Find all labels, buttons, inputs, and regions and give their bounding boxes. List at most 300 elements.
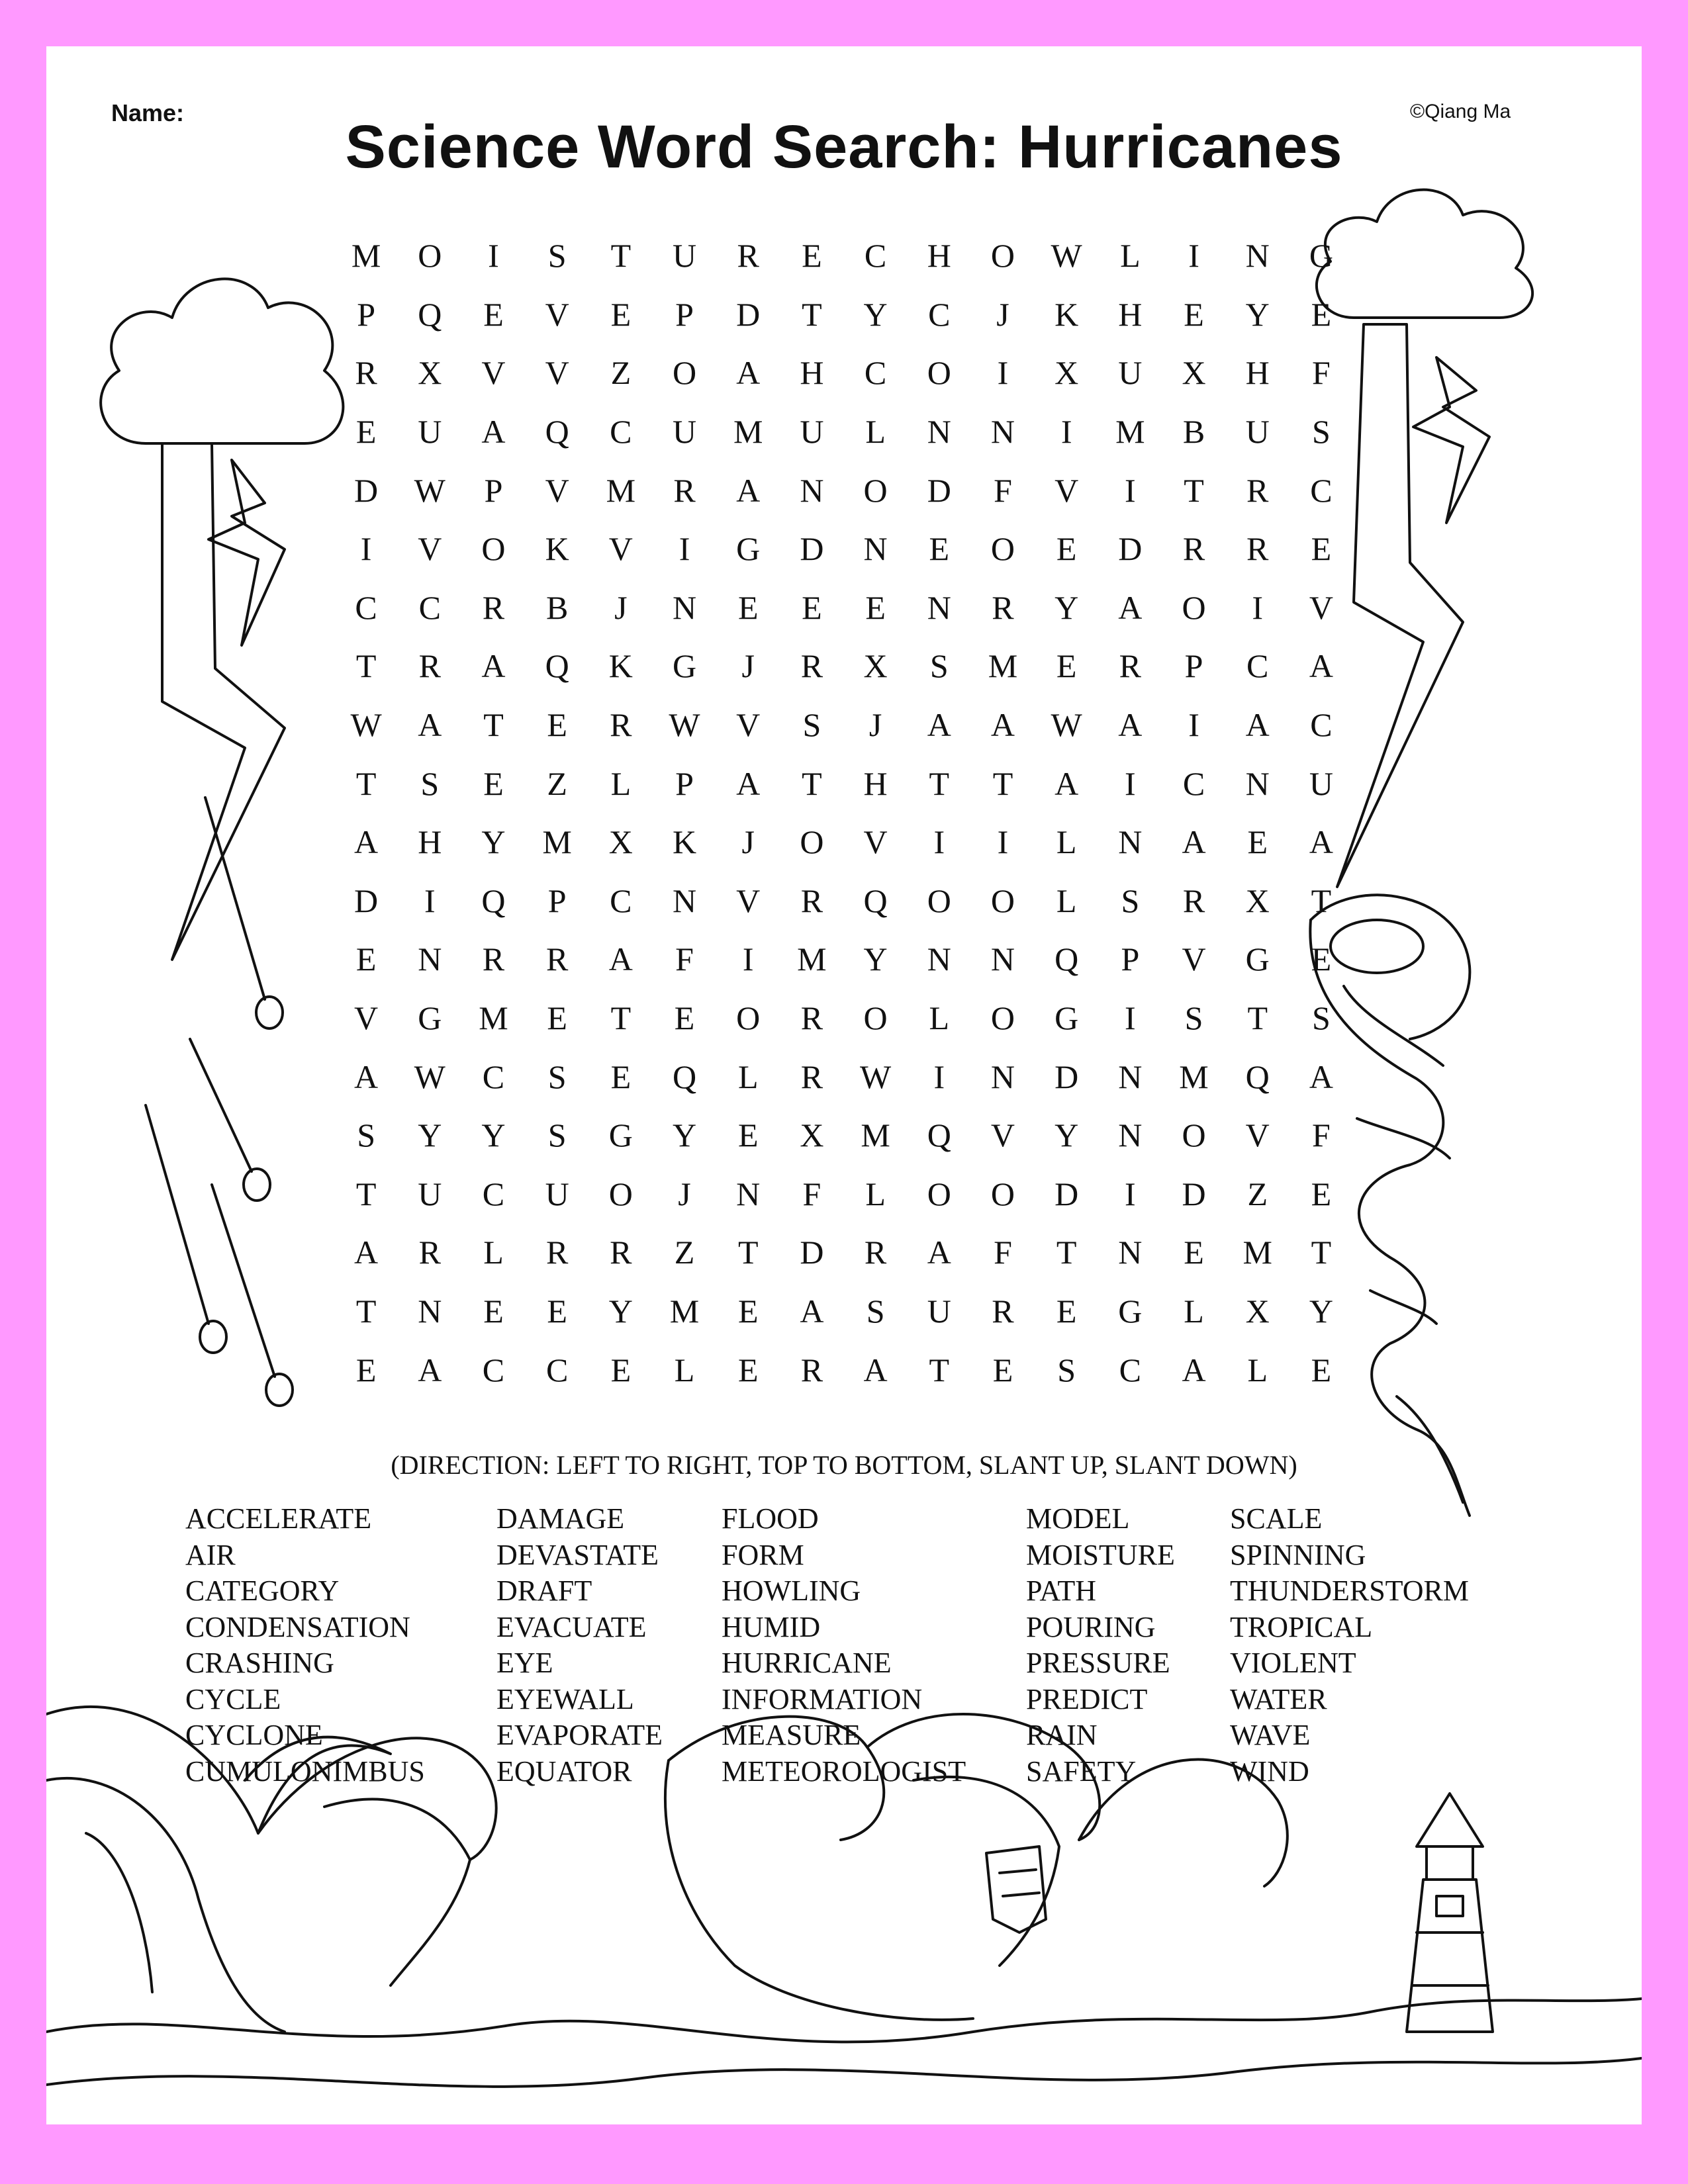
grid-letter: R bbox=[355, 354, 377, 392]
grid-letter: T bbox=[610, 999, 632, 1037]
grid-letter: R bbox=[482, 940, 505, 978]
grid-letter: L bbox=[1120, 237, 1141, 275]
word-list-item: HOWLING bbox=[722, 1574, 861, 1607]
direction-note: (DIRECTION: LEFT TO RIGHT, TOP TO BOTTOM, SLANT UP, SLANT DOWN) bbox=[391, 1450, 1297, 1480]
word-list-item: FLOOD bbox=[722, 1502, 819, 1535]
word-list-item: TROPICAL bbox=[1230, 1610, 1373, 1643]
grid-letter: O bbox=[990, 882, 1015, 919]
grid-letter: A bbox=[927, 1234, 951, 1271]
word-list-item: FORM bbox=[722, 1538, 804, 1571]
grid-letter: V bbox=[1182, 940, 1206, 978]
grid-letter: K bbox=[1055, 295, 1079, 333]
grid-letter: S bbox=[420, 764, 440, 802]
grid-letter: O bbox=[863, 471, 888, 509]
page-title: Science Word Search: Hurricanes bbox=[345, 113, 1343, 181]
grid-letter: V bbox=[545, 295, 569, 333]
grid-letter: C bbox=[610, 882, 632, 919]
grid-letter: E bbox=[355, 1351, 377, 1388]
grid-letter: T bbox=[929, 764, 950, 802]
word-list-item: PATH bbox=[1026, 1574, 1096, 1607]
word-list-item: HURRICANE bbox=[722, 1647, 892, 1679]
grid-letter: M bbox=[861, 1116, 890, 1154]
grid-letter: Y bbox=[1309, 1292, 1333, 1330]
grid-letter: U bbox=[927, 1292, 951, 1330]
grid-letter: A bbox=[418, 1351, 442, 1388]
grid-letter: L bbox=[674, 1351, 695, 1388]
grid-letter: P bbox=[675, 764, 694, 802]
grid-letter: C bbox=[610, 413, 632, 451]
grid-letter: A bbox=[863, 1351, 888, 1388]
word-list-item: WIND bbox=[1230, 1754, 1309, 1788]
grid-letter: V bbox=[1055, 471, 1079, 509]
grid-letter: G bbox=[736, 530, 761, 568]
grid-letter: O bbox=[1182, 588, 1206, 626]
grid-letter: R bbox=[800, 647, 823, 685]
grid-letter: H bbox=[1245, 354, 1270, 392]
grid-letter: R bbox=[418, 1234, 441, 1271]
grid-letter: N bbox=[990, 940, 1015, 978]
grid-letter: V bbox=[1245, 1116, 1270, 1154]
grid-letter: A bbox=[354, 823, 379, 861]
word-list-item: DRAFT bbox=[496, 1574, 592, 1607]
grid-letter: T bbox=[610, 237, 632, 275]
word-list-item: MODEL bbox=[1026, 1502, 1130, 1535]
grid-letter: G bbox=[1309, 237, 1333, 275]
grid-letter: R bbox=[610, 706, 632, 744]
grid-letter: T bbox=[1056, 1234, 1077, 1271]
grid-letter: H bbox=[800, 354, 824, 392]
grid-letter: E bbox=[1056, 530, 1077, 568]
grid-letter: A bbox=[736, 354, 761, 392]
grid-letter: E bbox=[1311, 940, 1332, 978]
grid-letter: X bbox=[863, 647, 888, 685]
grid-letter: P bbox=[357, 295, 375, 333]
grid-letter: T bbox=[355, 647, 377, 685]
grid-letter: C bbox=[355, 588, 377, 626]
grid-letter: J bbox=[614, 588, 628, 626]
grid-letter: C bbox=[1310, 706, 1333, 744]
grid-letter: S bbox=[802, 706, 821, 744]
grid-letter: S bbox=[1312, 999, 1331, 1037]
grid-letter: Y bbox=[481, 823, 506, 861]
word-column bbox=[185, 1501, 425, 1790]
grid-letter: E bbox=[355, 940, 377, 978]
grid-letter: R bbox=[737, 237, 759, 275]
grid-letter: U bbox=[545, 1175, 569, 1212]
grid-letter: T bbox=[1247, 999, 1268, 1037]
grid-letter: D bbox=[1182, 1175, 1206, 1212]
grid-letter: R bbox=[800, 1351, 823, 1388]
word-list-item: DEVASTATE bbox=[496, 1538, 659, 1571]
grid-letter: E bbox=[737, 1116, 759, 1154]
right-small-lightning-icon bbox=[1413, 357, 1489, 523]
word-list-item: INFORMATION bbox=[722, 1682, 923, 1715]
grid-letter: M bbox=[797, 940, 827, 978]
grid-letter: X bbox=[1245, 1292, 1270, 1330]
grid-letter: B bbox=[545, 588, 569, 626]
grid-letter: R bbox=[1182, 882, 1205, 919]
grid-letter: S bbox=[1184, 999, 1203, 1037]
grid-letter: Z bbox=[610, 354, 632, 392]
grid-letter: I bbox=[360, 530, 372, 568]
grid-letter: V bbox=[545, 471, 569, 509]
grid-letter: X bbox=[1182, 354, 1206, 392]
grid-letter: G bbox=[1245, 940, 1270, 978]
grid-letter: N bbox=[672, 588, 697, 626]
grid-letter: A bbox=[608, 940, 633, 978]
grid-letter: O bbox=[990, 530, 1015, 568]
word-list-item: CYCLE bbox=[185, 1682, 281, 1715]
word-list-item: HUMID bbox=[722, 1610, 821, 1643]
grid-letter: U bbox=[1309, 764, 1333, 802]
grid-letter: X bbox=[1245, 882, 1270, 919]
grid-letter: O bbox=[672, 354, 697, 392]
grid-letter: Y bbox=[1055, 1116, 1079, 1154]
grid-letter: O bbox=[990, 999, 1015, 1037]
word-list-item: EVACUATE bbox=[496, 1610, 647, 1643]
grid-letter: N bbox=[1245, 237, 1270, 275]
grid-letter: N bbox=[1118, 823, 1143, 861]
grid-letter: E bbox=[1311, 295, 1332, 333]
grid-letter: T bbox=[355, 1175, 377, 1212]
grid-letter: N bbox=[1118, 1058, 1143, 1095]
grid-letter: U bbox=[800, 413, 824, 451]
grid-letter: E bbox=[929, 530, 950, 568]
grid-letter: R bbox=[992, 1292, 1014, 1330]
grid-letter: O bbox=[990, 1175, 1015, 1212]
grid-letter: F bbox=[675, 940, 694, 978]
grid-letter: R bbox=[800, 999, 823, 1037]
word-column bbox=[722, 1501, 966, 1790]
grid-letter: T bbox=[802, 295, 822, 333]
grid-letter: L bbox=[929, 999, 950, 1037]
grid-letter: Y bbox=[481, 1116, 506, 1154]
grid-letter: E bbox=[1184, 1234, 1204, 1271]
grid-letter: S bbox=[547, 1058, 567, 1095]
grid-letter: E bbox=[674, 999, 695, 1037]
grid-letter: E bbox=[737, 1351, 759, 1388]
grid-letter: Y bbox=[672, 1116, 697, 1154]
grid-letter: E bbox=[547, 706, 567, 744]
grid-letter: Q bbox=[545, 413, 569, 451]
grid-letter: E bbox=[1184, 295, 1204, 333]
grid-letter: D bbox=[1118, 530, 1143, 568]
word-list-item: SPINNING bbox=[1230, 1538, 1366, 1571]
word-list-item: CUMULONIMBUS bbox=[185, 1754, 425, 1788]
grid-letter: P bbox=[675, 295, 694, 333]
grid-letter: A bbox=[354, 1234, 379, 1271]
grid-letter: N bbox=[418, 1292, 442, 1330]
grid-letter: E bbox=[802, 588, 822, 626]
grid-letter: V bbox=[736, 882, 761, 919]
grid-letter: I bbox=[1125, 764, 1136, 802]
grid-letter: X bbox=[1055, 354, 1079, 392]
word-column bbox=[1230, 1501, 1469, 1790]
word-list-item: SCALE bbox=[1230, 1502, 1323, 1535]
grid-letter: E bbox=[355, 413, 377, 451]
grid-letter: Z bbox=[547, 764, 567, 802]
grid-letter: A bbox=[481, 413, 506, 451]
grid-letter: F bbox=[1312, 354, 1331, 392]
word-list-item: AIR bbox=[185, 1538, 236, 1571]
grid-letter: I bbox=[933, 823, 945, 861]
left-lightning-icon bbox=[162, 443, 285, 960]
grid-letter: M bbox=[669, 1292, 700, 1330]
grid-letter: N bbox=[800, 471, 824, 509]
grid-letter: L bbox=[1056, 823, 1077, 861]
grid-letter: J bbox=[678, 1175, 691, 1212]
boat-icon bbox=[986, 1846, 1046, 1933]
grid-letter: I bbox=[1125, 471, 1136, 509]
grid-letter: E bbox=[547, 999, 567, 1037]
grid-letter: N bbox=[863, 530, 888, 568]
word-list-item: RAIN bbox=[1026, 1719, 1098, 1751]
grid-letter: F bbox=[994, 471, 1012, 509]
grid-letter: E bbox=[610, 1351, 632, 1388]
grid-letter: C bbox=[1246, 647, 1269, 685]
grid-letter: M bbox=[988, 647, 1018, 685]
grid-letter: E bbox=[1056, 647, 1077, 685]
grid-letter: A bbox=[1245, 706, 1270, 744]
grid-letter: H bbox=[418, 823, 442, 861]
grid-letter: L bbox=[483, 1234, 504, 1271]
grid-letter: A bbox=[1309, 823, 1333, 861]
grid-letter: H bbox=[863, 764, 888, 802]
word-list-item: PRESSURE bbox=[1026, 1647, 1170, 1679]
grid-letter: E bbox=[1056, 1292, 1077, 1330]
grid-letter: E bbox=[1311, 1175, 1332, 1212]
grid-letter: Q bbox=[927, 1116, 951, 1154]
grid-letter: V bbox=[545, 354, 569, 392]
grid-letter: O bbox=[418, 237, 442, 275]
grid-letter: A bbox=[990, 706, 1015, 744]
grid-letter: I bbox=[488, 237, 499, 275]
grid-letter: E bbox=[1311, 530, 1332, 568]
word-list-item: DAMAGE bbox=[496, 1502, 625, 1535]
word-list-item: VIOLENT bbox=[1230, 1647, 1356, 1679]
grid-letter: A bbox=[1309, 647, 1333, 685]
word-list-item: SAFETY bbox=[1026, 1754, 1137, 1788]
grid-letter: M bbox=[479, 999, 508, 1037]
grid-letter: I bbox=[742, 940, 754, 978]
grid-letter: Y bbox=[863, 295, 888, 333]
grid-letter: I bbox=[1125, 999, 1136, 1037]
grid-letter: P bbox=[1121, 940, 1140, 978]
grid-letter: V bbox=[990, 1116, 1015, 1154]
grid-letter: A bbox=[1118, 588, 1143, 626]
grid-letter: Y bbox=[1245, 295, 1270, 333]
grid-letter: N bbox=[990, 1058, 1015, 1095]
grid-letter: R bbox=[482, 588, 505, 626]
grid-letter: E bbox=[1247, 823, 1268, 861]
grid-letter: G bbox=[1118, 1292, 1143, 1330]
grid-letter: W bbox=[859, 1058, 892, 1095]
grid-letter: C bbox=[482, 1175, 505, 1212]
grid-letter: M bbox=[733, 413, 763, 451]
grid-letter: N bbox=[1118, 1234, 1143, 1271]
grid-letter: L bbox=[610, 764, 632, 802]
grid-letter: F bbox=[802, 1175, 821, 1212]
grid-letter: T bbox=[355, 1292, 377, 1330]
word-column bbox=[1026, 1501, 1175, 1790]
grid-letter: T bbox=[737, 1234, 759, 1271]
grid-letter: L bbox=[865, 413, 886, 451]
word-list-item: EYEWALL bbox=[496, 1682, 634, 1715]
grid-letter: E bbox=[802, 237, 822, 275]
grid-letter: D bbox=[927, 471, 951, 509]
grid-letter: O bbox=[927, 354, 951, 392]
grid-letter: N bbox=[927, 413, 951, 451]
grid-letter: Y bbox=[863, 940, 888, 978]
grid-letter: S bbox=[866, 1292, 885, 1330]
left-cloud-icon bbox=[101, 279, 343, 443]
grid-letter: N bbox=[927, 940, 951, 978]
grid-letter: Q bbox=[418, 295, 442, 333]
word-list-item: ACCELERATE bbox=[185, 1502, 372, 1535]
grid-letter: O bbox=[863, 999, 888, 1037]
grid-letter: A bbox=[1118, 706, 1143, 744]
grid-letter: U bbox=[418, 1175, 442, 1212]
name-label: Name: bbox=[111, 99, 185, 126]
word-list-item: MOISTURE bbox=[1026, 1538, 1175, 1571]
grid-letter: D bbox=[736, 295, 761, 333]
grid-letter: D bbox=[354, 882, 379, 919]
grid-letter: O bbox=[927, 1175, 951, 1212]
grid-letter: R bbox=[1182, 530, 1205, 568]
grid-letter: R bbox=[673, 471, 696, 509]
grid-letter: J bbox=[741, 647, 755, 685]
grid-letter: G bbox=[418, 999, 442, 1037]
grid-letter: E bbox=[992, 1351, 1013, 1388]
grid-letter: I bbox=[1188, 706, 1199, 744]
grid-letter: D bbox=[800, 1234, 824, 1271]
grid-letter: W bbox=[1051, 706, 1082, 744]
grid-letter: G bbox=[608, 1116, 633, 1154]
grid-letter: U bbox=[1118, 354, 1143, 392]
grid-letter: O bbox=[800, 823, 824, 861]
grid-letter: B bbox=[1182, 413, 1205, 451]
grid-letter: Q bbox=[1245, 1058, 1270, 1095]
left-small-lightning-icon bbox=[209, 460, 285, 645]
grid-letter: I bbox=[1125, 1175, 1136, 1212]
grid-letter: P bbox=[547, 882, 567, 919]
grid-letter: D bbox=[1055, 1175, 1079, 1212]
grid-letter: T bbox=[1311, 1234, 1332, 1271]
grid-letter: N bbox=[1118, 1116, 1143, 1154]
grid-letter: E bbox=[610, 1058, 632, 1095]
word-list-item: EQUATOR bbox=[496, 1754, 632, 1788]
grid-letter: A bbox=[1182, 823, 1206, 861]
grid-letter: R bbox=[610, 1234, 632, 1271]
grid-letter: X bbox=[800, 1116, 824, 1154]
grid-letter: I bbox=[1252, 588, 1264, 626]
grid-letter: O bbox=[481, 530, 506, 568]
grid-letter: T bbox=[1184, 471, 1204, 509]
grid-letter: A bbox=[736, 764, 761, 802]
grid-letter: W bbox=[1051, 237, 1082, 275]
grid-letter: D bbox=[354, 471, 379, 509]
copyright-text: ©Qiang Ma bbox=[1410, 101, 1511, 122]
grid-letter: L bbox=[1247, 1351, 1268, 1388]
grid-letter: X bbox=[418, 354, 442, 392]
word-list-item: EVAPORATE bbox=[496, 1719, 663, 1751]
lighthouse-icon bbox=[1407, 1794, 1493, 2032]
grid-letter: A bbox=[1309, 1058, 1333, 1095]
grid-letter: S bbox=[929, 647, 949, 685]
grid-letter: K bbox=[545, 530, 569, 568]
grid-letter: R bbox=[545, 1234, 569, 1271]
grid-letter: L bbox=[1056, 882, 1077, 919]
grid-letter: G bbox=[672, 647, 697, 685]
grid-letter: A bbox=[418, 706, 442, 744]
grid-letter: E bbox=[483, 295, 504, 333]
grid-letter: M bbox=[351, 237, 381, 275]
grid-letter: M bbox=[1243, 1234, 1272, 1271]
grid-letter: S bbox=[357, 1116, 375, 1154]
grid-letter: V bbox=[736, 706, 761, 744]
grid-letter: Q bbox=[1055, 940, 1079, 978]
grid-letter: O bbox=[990, 237, 1015, 275]
grid-letter: T bbox=[483, 706, 504, 744]
grid-letter: J bbox=[996, 295, 1009, 333]
grid-letter: H bbox=[1118, 295, 1143, 333]
grid-letter: O bbox=[608, 1175, 633, 1212]
word-list-item: PREDICT bbox=[1026, 1682, 1148, 1715]
grid-letter: T bbox=[1311, 882, 1332, 919]
grid-letter: R bbox=[800, 1058, 823, 1095]
grid-letter: C bbox=[1310, 471, 1333, 509]
word-list-item: WAVE bbox=[1230, 1719, 1311, 1751]
grid-letter: U bbox=[672, 237, 697, 275]
grid-letter: E bbox=[483, 1292, 504, 1330]
grid-letter: R bbox=[1119, 647, 1142, 685]
grid-letter: Q bbox=[863, 882, 888, 919]
grid-letter: N bbox=[1245, 764, 1270, 802]
grid-letter: O bbox=[927, 882, 951, 919]
grid-letter: F bbox=[994, 1234, 1012, 1271]
grid-letter: C bbox=[928, 295, 951, 333]
grid-letter: J bbox=[741, 823, 755, 861]
grid-letter: Q bbox=[481, 882, 506, 919]
word-column bbox=[496, 1501, 663, 1790]
word-list-item: CATEGORY bbox=[185, 1574, 340, 1607]
grid-letter: V bbox=[418, 530, 442, 568]
grid-letter: S bbox=[1057, 1351, 1076, 1388]
grid-letter: Q bbox=[672, 1058, 697, 1095]
grid-letter: N bbox=[736, 1175, 761, 1212]
grid-letter: A bbox=[354, 1058, 379, 1095]
grid-letter: C bbox=[418, 588, 441, 626]
word-list-item: WATER bbox=[1230, 1682, 1327, 1715]
grid-letter: V bbox=[608, 530, 633, 568]
grid-letter: C bbox=[482, 1058, 505, 1095]
word-list-item: METEOROLOGIST bbox=[722, 1754, 966, 1788]
grid-letter: R bbox=[418, 647, 441, 685]
grid-letter: N bbox=[418, 940, 442, 978]
letter-grid bbox=[334, 226, 1353, 1399]
grid-letter: C bbox=[1182, 764, 1205, 802]
grid-letter: L bbox=[737, 1058, 759, 1095]
grid-letter: I bbox=[1060, 413, 1072, 451]
grid-letter: K bbox=[608, 647, 633, 685]
grid-letter: U bbox=[672, 413, 697, 451]
grid-letter: Z bbox=[674, 1234, 695, 1271]
word-list-item: CYCLONE bbox=[185, 1719, 323, 1751]
grid-letter: C bbox=[864, 237, 887, 275]
grid-letter: W bbox=[414, 1058, 445, 1095]
grid-letter: G bbox=[1055, 999, 1079, 1037]
grid-letter: A bbox=[927, 706, 951, 744]
